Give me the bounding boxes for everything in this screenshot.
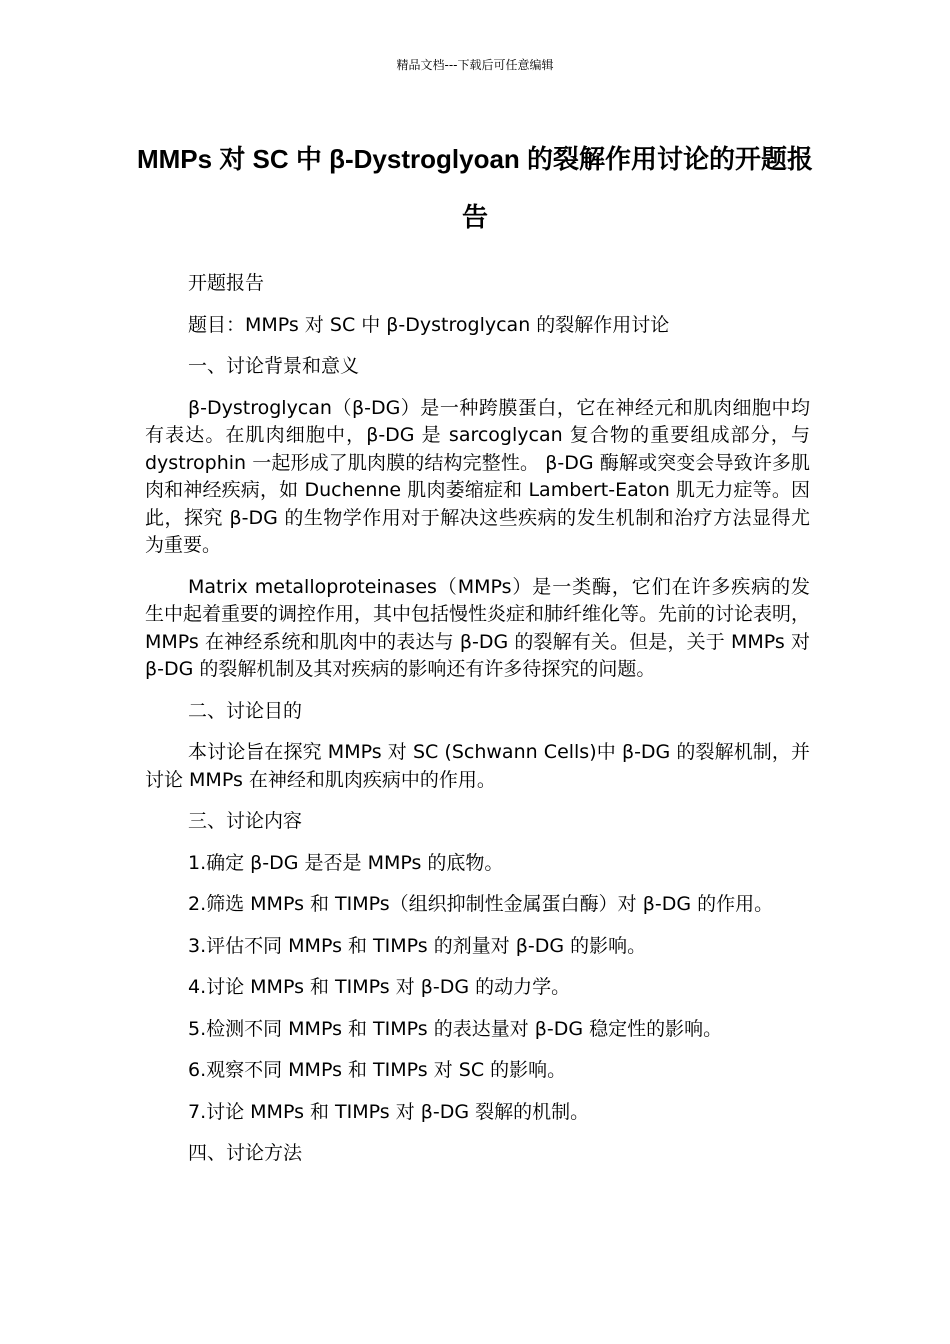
list-item-6: 6.观察不同 MMPs 和 TIMPs 对 SC 的影响。 — [188, 1059, 567, 1081]
list-item-2: 2.筛选 MMPs 和 TIMPs（组织抑制性金属蛋白酶）对 β-DG 的作用。 — [188, 893, 774, 915]
paragraph-background-dg: β-Dystroglycan（β-DG）是一种跨膜蛋白，它在神经元和肌肉细胞中均有表达。在肌肉细胞中，β-DG 是 sarcoglycan 复合物的重要组成部分，与 dystrophin 一起形成了肌肉膜的结构完整性。 β-DG 酶解或突变会导致许多肌肉和神经疾病，如 Duchenne 肌肉萎缩症和 Lambert-Eaton 肌无力症等。因此，探究 β-DG 的生物学作用对于解决这些疾病的发生机制和治疗方法显得尤为重要。 — [145, 396, 810, 556]
list-item-1: 1.确定 β-DG 是否是 MMPs 的底物。 — [188, 851, 504, 874]
section-heading-methods: 四、讨论方法 — [188, 1142, 303, 1164]
list-item-3: 3.评估不同 MMPs 和 TIMPs 的剂量对 β-DG 的影响。 — [188, 934, 647, 957]
list-item-4: 4.讨论 MMPs 和 TIMPs 对 β-DG 的动力学。 — [188, 976, 571, 998]
paragraph-report-label: 开题报告 — [188, 272, 265, 294]
document-body — [145, 270, 810, 1182]
paragraph-topic: 题目：MMPs 对 SC 中 β-Dystroglycan 的裂解作用讨论 — [188, 313, 670, 336]
page-header-note: 精品文档---下载后可任意编辑 — [396, 58, 554, 72]
section-heading-content: 三、讨论内容 — [188, 810, 303, 832]
list-item-5: 5.检测不同 MMPs 和 TIMPs 的表达量对 β-DG 稳定性的影响。 — [188, 1017, 723, 1040]
list-item-7: 7.讨论 MMPs 和 TIMPs 对 β-DG 裂解的机制。 — [188, 1100, 590, 1123]
paragraph-purpose: 本讨论旨在探究 MMPs 对 SC (Schwann Cells)中 β-DG 的裂解机制，并讨论 MMPs 在神经和肌肉疾病中的作用。 — [145, 741, 810, 791]
section-heading-purpose: 二、讨论目的 — [188, 699, 303, 722]
paragraph-background-mmps: Matrix metalloproteinases（MMPs）是一类酶，它们在许多疾病的发生中起着重要的调控作用，其中包括慢性炎症和肺纤维化等。先前的讨论表明，MMPs 在神经系统和肌肉中的表达与 β-DG 的裂解有关。但是，关于 MMPs 对 β-DG 的裂解机制及其对疾病的影响还有许多待探究的问题。 — [145, 575, 811, 680]
document-title: MMPs 对 SC 中 β-Dystroglyoan 的裂解作用讨论的开题报告 — [136, 144, 814, 232]
section-heading-background: 一、讨论背景和意义 — [188, 355, 360, 377]
